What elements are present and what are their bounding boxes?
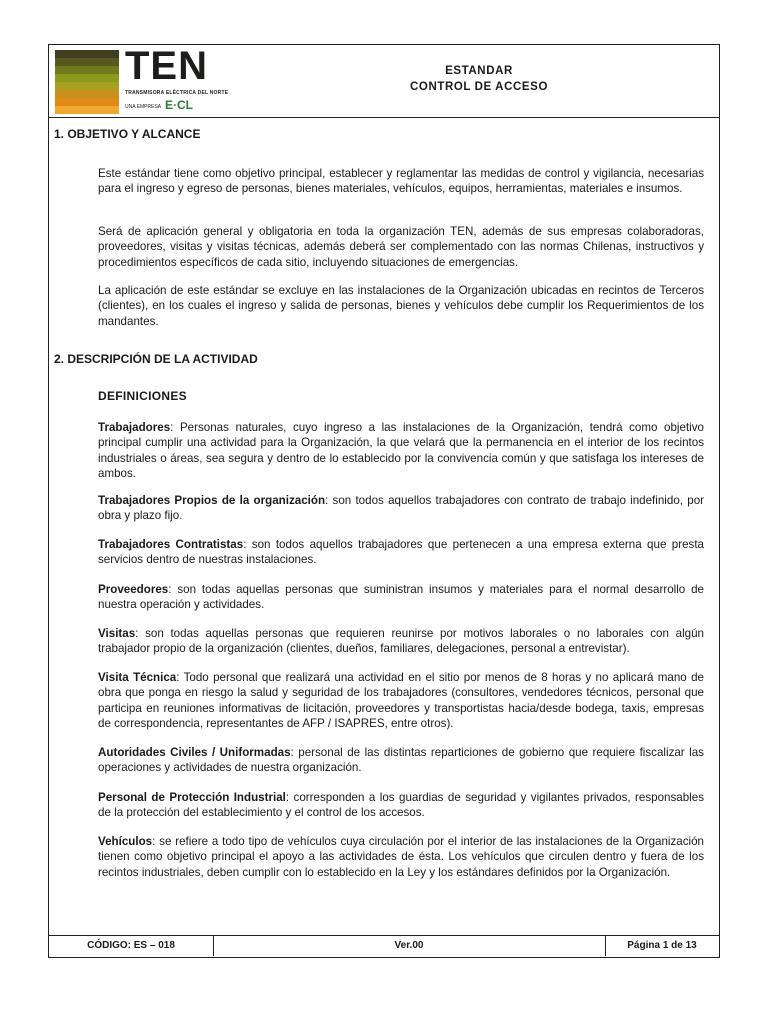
- definition-vehiculos: [98, 834, 704, 880]
- document-footer: [49, 935, 719, 958]
- definition-trabajadores-propios: [98, 493, 704, 524]
- section-1-heading: 1. OBJETIVO Y ALCANCE: [54, 127, 201, 141]
- logo-subtitle: TRANSMISORA ELÉCTRICA DEL NORTE: [125, 90, 229, 96]
- title-line-1: ESTANDAR: [445, 65, 513, 77]
- definition-text: : se refiere a todo tipo de vehículos cuya circulación por el interior de las instalaciones de la Organización tienen como objetivo principal el apoyo a las actividades de ésta. Los vehículos que circulen dentro y fuera de los recintos industriales, deben cumplir con lo establecido en la Ley y los estándares definidos por la Organización.: [98, 835, 704, 879]
- definition-term: Trabajadores: [98, 421, 171, 434]
- definition-term: Visita Técnica: [98, 671, 177, 684]
- section-1-paragraph-3: La aplicación de este estándar se excluye en las instalaciones de la Organización ubicadas en recintos de Terceros (clientes), en los cuales el ingreso y salida de personas, bienes y vehículos debe cumplir los Requerimientos de los mandantes.: [98, 284, 704, 328]
- definition-text: : son todas aquellas personas que suministran insumos y materiales para el normal desarrollo de nuestra operación y actividades.: [98, 583, 704, 612]
- document-page: [48, 44, 720, 958]
- definition-text: : son todos aquellos trabajadores con contrato de trabajo indefinido, por obra y plazo fijo.: [98, 494, 705, 523]
- logo-brand: TEN: [125, 44, 208, 88]
- definition-term: Trabajadores Propios de la organización: [98, 494, 326, 507]
- logo-company: E·CL: [165, 98, 193, 112]
- document-code: CÓDIGO: ES – 018: [87, 940, 175, 951]
- definition-term: Autoridades Civiles / Uniformadas: [98, 746, 291, 759]
- definition-term: Personal de Protección Industrial: [98, 791, 286, 804]
- definition-text: : Todo personal que realizará una actividad en el sitio por menos de 8 horas y no aplicará mano de obra que ponga en riesgo la salud y seguridad de los trabajadores (consultores, vendedores técnicos, personal que participa en reuniones informativas de licitación, proveedores y transportistas hacia/desde bodega, taxis, empresas de correspondencia, representantes de AFP / ISAPRES, entre otros).: [98, 671, 704, 731]
- definition-term: Visitas: [98, 627, 136, 640]
- logo-company-prefix: UNA EMPRESA: [125, 104, 162, 110]
- definition-proteccion-industrial: [98, 790, 704, 821]
- definition-autoridades: [98, 745, 704, 776]
- logo-stripes: [55, 50, 119, 114]
- definitions-heading: DEFINICIONES: [98, 389, 187, 403]
- section-1-paragraph-2: Será de aplicación general y obligatoria en toda la organización TEN, además de sus empresas colaboradoras, proveedores, visitas y visitas técnicas, además deberá ser complementado con las normas Chilenas, instructivos y procedimientos específicos de cada sitio, incluyendo situaciones de emergencias.: [98, 225, 704, 269]
- company-logo: [55, 44, 229, 114]
- document-header: [49, 45, 719, 118]
- definition-text: : son todas aquellas personas que requieren reunirse por motivos laborales o no laborales con algún trabajador propio de la organización (clientes, dueños, familiares, delegaciones, personal a entrevistar).: [98, 627, 704, 656]
- definition-trabajadores: [98, 420, 704, 482]
- definition-visita-tecnica: [98, 670, 704, 732]
- document-title: [269, 63, 689, 95]
- document-version: Ver.00: [394, 940, 424, 951]
- definition-term: Trabajadores Contratistas: [98, 538, 244, 551]
- definition-text: : corresponden a los guardias de seguridad y vigilantes privados, responsables de la protección del establecimiento y el control de los accesos.: [98, 791, 704, 820]
- title-line-2: CONTROL DE ACCESO: [410, 81, 548, 93]
- definition-term: Proveedores: [98, 583, 169, 596]
- definition-visitas: [98, 626, 704, 657]
- page-number: Página 1 de 13: [627, 940, 697, 951]
- definition-text: : Personas naturales, cuyo ingreso a las instalaciones de la Organización, tendrá como objetivo principal cumplir una actividad para la Organización, la que velará que la permanencia en el interior de los recintos industriales o áreas, sea segura y dentro de lo establecido por la convivencia común y que satisfaga los intereses de ambos.: [98, 421, 704, 481]
- section-2-heading: 2. DESCRIPCIÓN DE LA ACTIVIDAD: [54, 352, 258, 366]
- document-content: [49, 117, 719, 935]
- definition-trabajadores-contratistas: [98, 537, 704, 568]
- definition-text: : personal de las distintas reparticiones de gobierno que requiere fiscalizar las operaciones y actividades de nuestra organización.: [98, 746, 704, 775]
- section-1-paragraph-1: Este estándar tiene como objetivo principal, establecer y reglamentar las medidas de control y vigilancia, necesarias para el ingreso y egreso de personas, bienes materiales, vehículos, equipos, herramientas, materiales e insumos.: [98, 167, 704, 196]
- definition-term: Vehículos: [98, 835, 153, 848]
- definition-text: : son todos aquellos trabajadores que pertenecen a una empresa externa que presta servicios dentro de nuestras instalaciones.: [98, 538, 704, 567]
- definition-proveedores: [98, 582, 704, 613]
